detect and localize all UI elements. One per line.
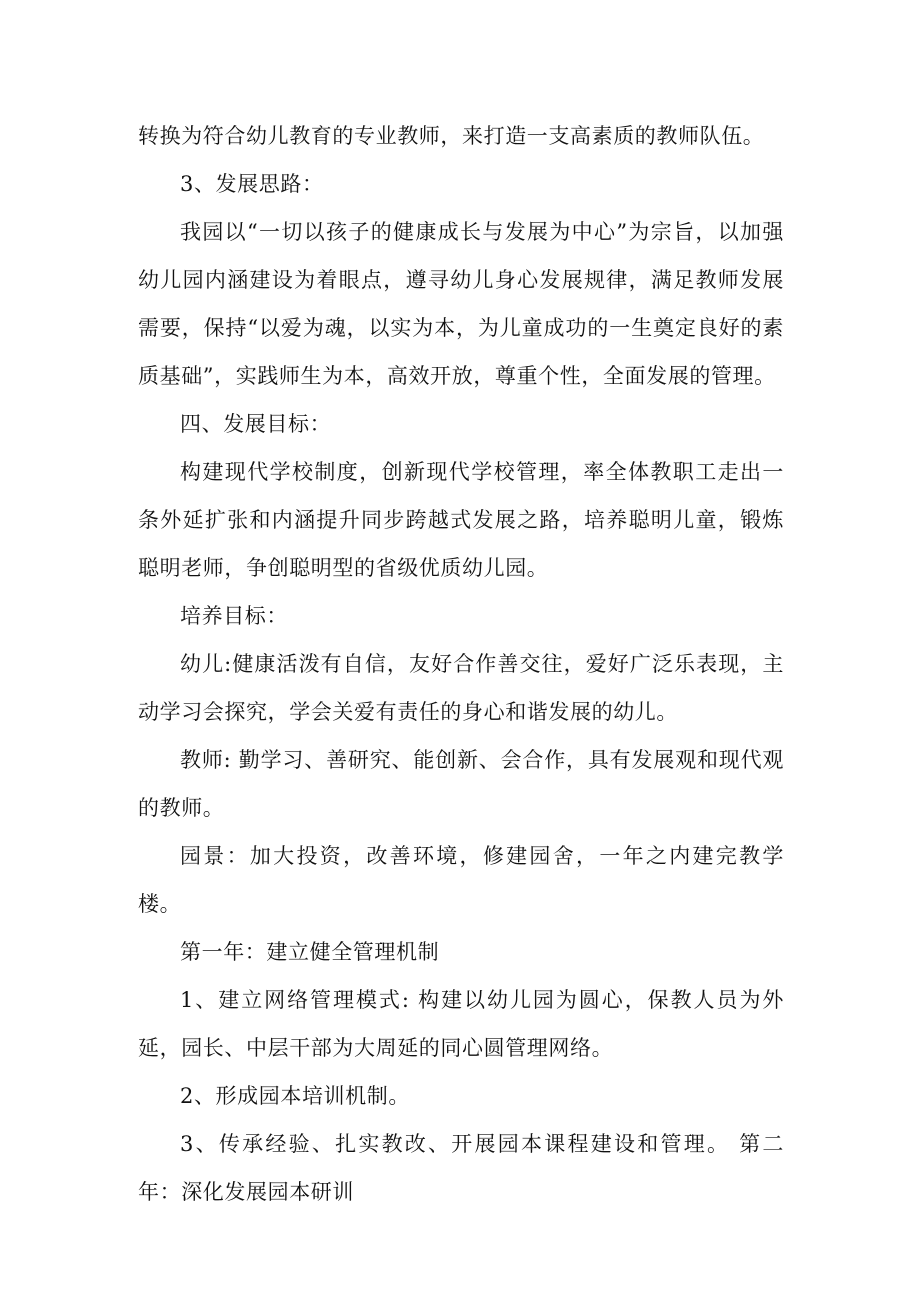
- paragraph-campus-goals: 园景：加大投资，改善环境，修建园舍，一年之内建完教学楼。: [138, 844, 784, 916]
- document-body: [138, 112, 784, 1216]
- paragraph-children-goals: 幼儿:健康活泼有自信，友好合作善交往，爱好广泛乐表现，主动学习会探究，学会关爱有责任的身心和谐发展的幼儿。: [138, 652, 784, 724]
- paragraph-curriculum-second-year: 3、传承经验、扎实教改、开展园本课程建设和管理。 第二年：深化发展园本研训: [138, 1132, 784, 1204]
- paragraph-development-goals: 构建现代学校制度，创新现代学校管理，率全体教职工走出一条外延扩张和内涵提升同步跨越式发展之路，培养聪明儿童，锻炼聪明老师，争创聪明型的省级优质幼儿园。: [138, 460, 784, 580]
- paragraph-training-mechanism: 2、形成园本培训机制。: [180, 1084, 410, 1108]
- heading-first-year: 第一年：建立健全管理机制: [180, 940, 440, 964]
- heading-development-ideas: 3、发展思路：: [180, 172, 324, 196]
- heading-development-goals: 四、发展目标：: [180, 412, 332, 436]
- paragraph-teacher-goals: 教师: 勤学习、善研究、能创新、会合作，具有发展观和现代观的教师。: [138, 748, 784, 820]
- heading-training-goals: 培养目标：: [180, 604, 288, 628]
- paragraph-network-management: 1、建立网络管理模式: 构建以幼儿园为圆心，保教人员为外延，园长、中层干部为大周延的同心圆管理网络。: [138, 988, 784, 1060]
- paragraph-development-ideas: 我园以“一切以孩子的健康成长与发展为中心”为宗旨，以加强幼儿园内涵建设为着眼点，遵寻幼儿身心发展规律，满足教师发展需要，保持“以爱为魂，以实为本，为儿童成功的一生奠定良好的素质基础”，实践师生为本，高效开放，尊重个性，全面发展的管理。: [138, 220, 784, 388]
- paragraph-continuation: 转换为符合幼儿教育的专业教师，来打造一支高素质的教师队伍。: [138, 124, 765, 148]
